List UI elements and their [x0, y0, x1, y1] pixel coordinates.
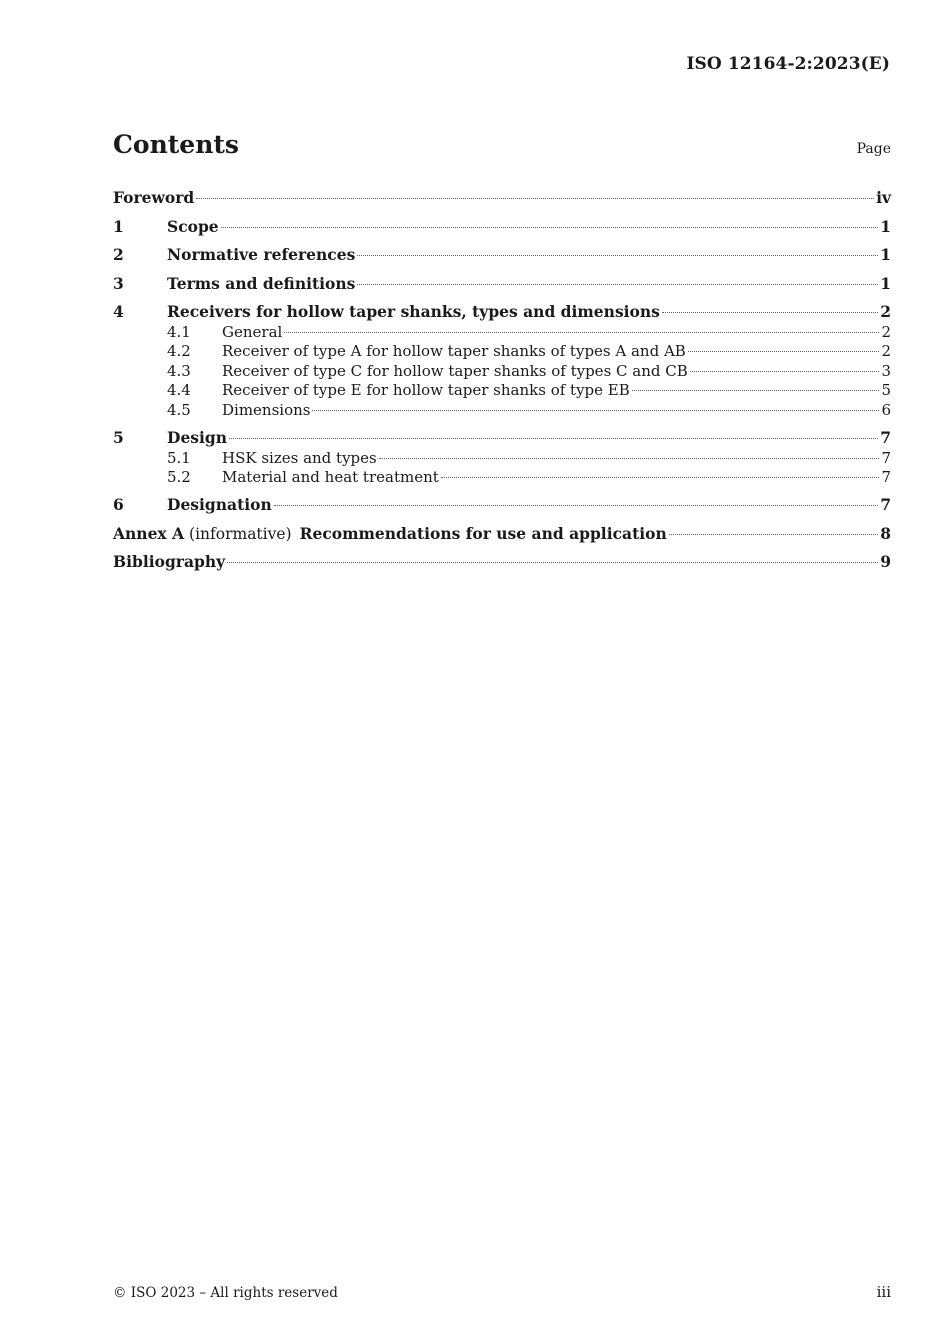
leader-dots — [379, 458, 880, 459]
toc-entry-number: 5 — [113, 427, 124, 447]
leader-dots — [284, 332, 879, 333]
leader-dots — [357, 284, 878, 285]
toc-subentry-title: General — [222, 322, 283, 341]
leader-dots — [274, 505, 878, 506]
leader-dots — [196, 198, 874, 199]
toc-subentry-receiver-type-a[interactable] — [113, 342, 891, 361]
annex-title: Recommendations for use and application — [299, 523, 667, 543]
table-of-contents — [113, 184, 891, 577]
toc-entry-title: Terms and definitions — [167, 273, 356, 293]
toc-header — [113, 130, 891, 159]
leader-dots — [312, 410, 879, 411]
toc-title: Contents — [113, 130, 240, 159]
leader-dots — [669, 534, 878, 535]
toc-subentry-number: 5.2 — [167, 467, 191, 486]
toc-entry-number: 2 — [113, 245, 124, 265]
copyright-notice: © ISO 2023 – All rights reserved — [113, 1285, 338, 1301]
leader-dots — [441, 477, 880, 478]
toc-entry-page: 2 — [880, 302, 891, 322]
toc-entry-number: 1 — [113, 216, 124, 236]
toc-subentry-material[interactable] — [113, 468, 891, 487]
leader-dots — [690, 371, 880, 372]
toc-subentry-number: 4.5 — [167, 400, 191, 419]
toc-subentry-page: 7 — [881, 448, 891, 467]
page-number: iii — [876, 1283, 891, 1301]
leader-dots — [221, 227, 879, 228]
annex-qualifier: (informative) — [189, 524, 292, 543]
toc-entry-number: 4 — [113, 302, 124, 322]
toc-entry-number: 6 — [113, 495, 124, 515]
toc-subentry-number: 4.2 — [167, 342, 191, 361]
document-id: ISO 12164-2:2023(E) — [686, 54, 890, 74]
toc-subentry-number: 4.1 — [167, 322, 191, 341]
toc-entry-page: 1 — [880, 245, 891, 265]
toc-entry-title: Bibliography — [113, 552, 226, 572]
toc-entry-title: Scope — [167, 216, 219, 236]
toc-subentry-title: HSK sizes and types — [222, 448, 377, 467]
toc-subentry-receiver-type-c[interactable] — [113, 362, 891, 381]
toc-entry-designation[interactable] — [113, 491, 891, 520]
toc-entry-title: Foreword — [113, 188, 195, 207]
toc-subentry-title: Dimensions — [222, 400, 311, 419]
toc-subentry-page: 2 — [881, 322, 891, 341]
leader-dots — [229, 438, 878, 439]
toc-subentry-number: 5.1 — [167, 448, 191, 467]
toc-entry-number: 3 — [113, 273, 124, 293]
toc-subentry-title: Material and heat treatment — [222, 467, 439, 486]
page-footer — [113, 1283, 891, 1301]
leader-dots — [688, 351, 880, 352]
toc-entry-page: 1 — [880, 273, 891, 293]
toc-subentry-page: 2 — [881, 342, 891, 361]
toc-entry-title: Designation — [167, 495, 272, 515]
toc-entry-page: 8 — [880, 523, 891, 543]
toc-subentry-page: 3 — [881, 361, 891, 380]
leader-dots — [227, 562, 878, 563]
toc-subentry-title: Receiver of type C for hollow taper shanks of types C and CB — [222, 361, 688, 380]
toc-entry-annex-a[interactable] — [113, 520, 891, 549]
leader-dots — [357, 255, 878, 256]
toc-subentry-title: Receiver of type A for hollow taper shanks of types A and AB — [222, 342, 686, 361]
toc-entry-title: Design — [167, 427, 228, 447]
toc-subentry-number: 4.3 — [167, 361, 191, 380]
toc-entry-page: 9 — [880, 552, 891, 572]
annex-label: Annex A — [113, 523, 185, 543]
toc-subentry-dimensions[interactable] — [113, 401, 891, 420]
toc-entry-page: 7 — [880, 495, 891, 515]
toc-entry-page: 1 — [880, 216, 891, 236]
toc-entry-normative-references[interactable] — [113, 241, 891, 270]
toc-subentry-hsk-sizes[interactable] — [113, 449, 891, 468]
toc-entry-foreword[interactable] — [113, 184, 891, 213]
toc-entry-terms-and-definitions[interactable] — [113, 270, 891, 299]
toc-subentry-receiver-type-e[interactable] — [113, 381, 891, 400]
toc-subentry-page: 6 — [881, 400, 891, 419]
toc-subentry-page: 5 — [881, 381, 891, 400]
toc-entry-title: Normative references — [167, 245, 356, 265]
toc-subentry-number: 4.4 — [167, 381, 191, 400]
toc-entry-bibliography[interactable] — [113, 548, 891, 577]
leader-dots — [662, 312, 878, 313]
toc-entry-page: iv — [876, 188, 891, 207]
toc-entry-title: Receivers for hollow taper shanks, types and dimensions — [167, 302, 660, 322]
toc-subentry-page: 7 — [881, 467, 891, 486]
leader-dots — [632, 390, 880, 391]
toc-subentry-title: Receiver of type E for hollow taper shanks of type EB — [222, 381, 630, 400]
page-column-label: Page — [856, 141, 891, 157]
toc-entry-page: 7 — [880, 427, 891, 447]
toc-entry-scope[interactable] — [113, 213, 891, 242]
